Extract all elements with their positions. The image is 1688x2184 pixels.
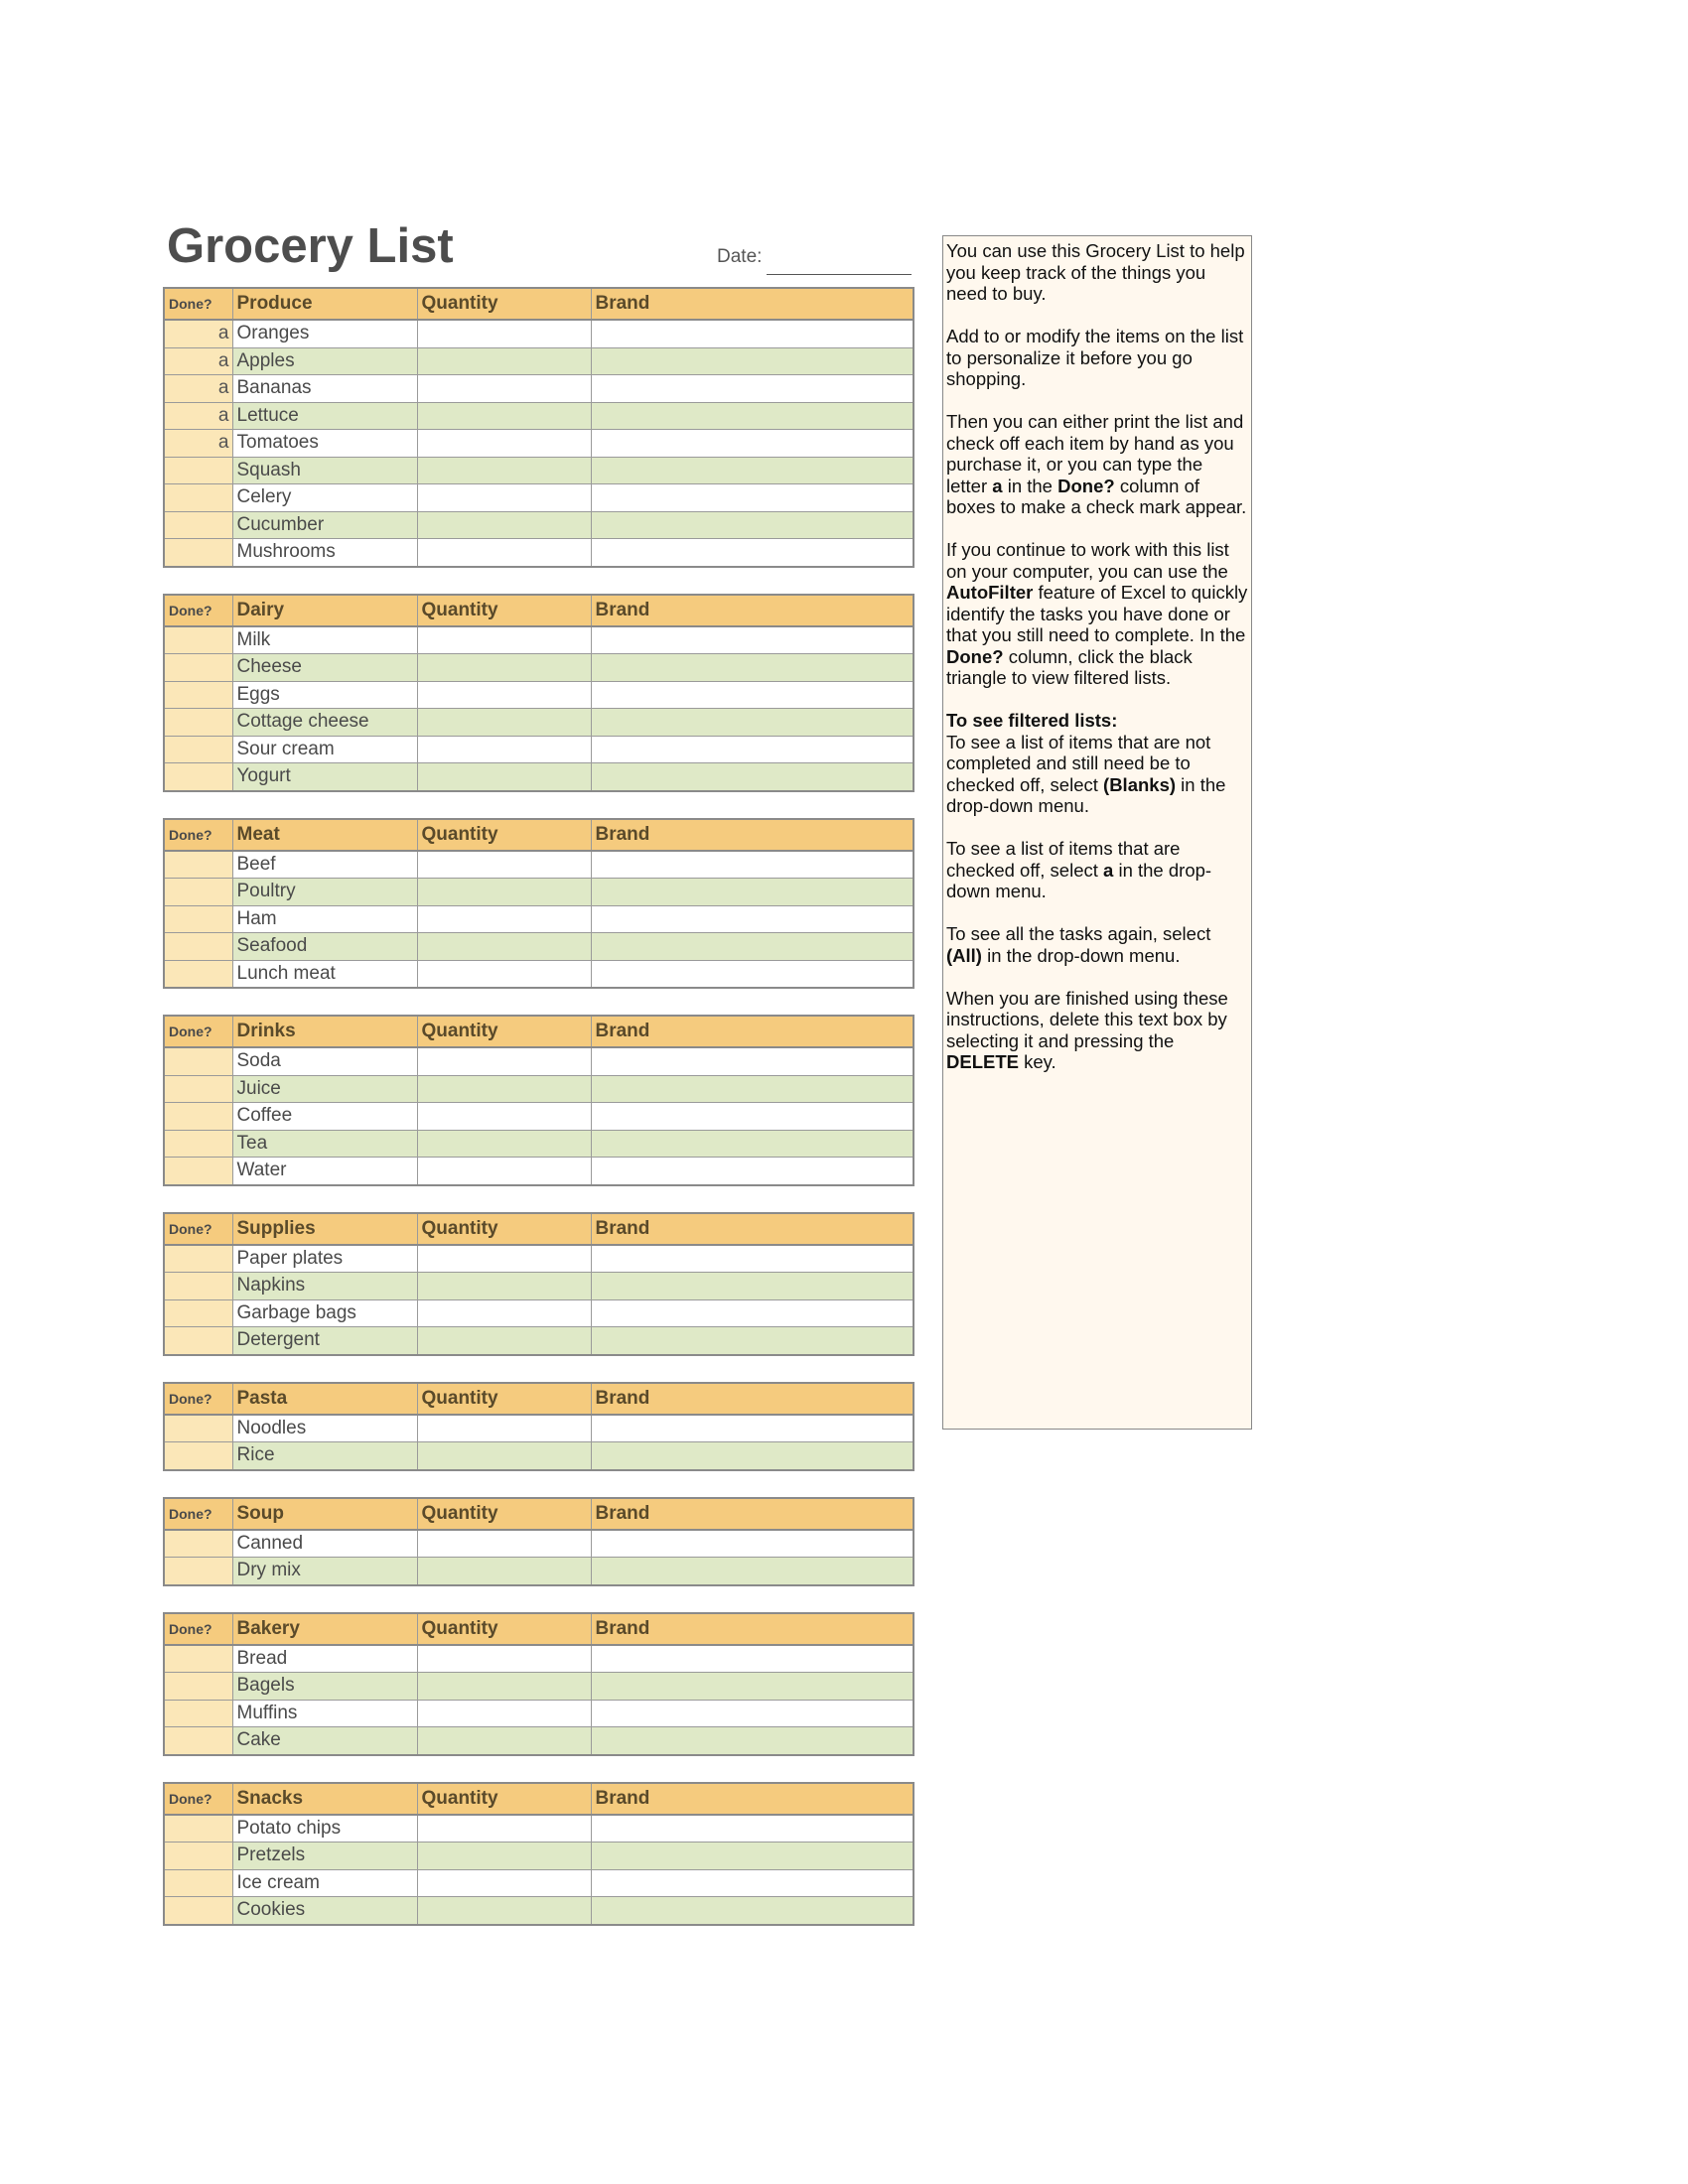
brand-cell[interactable]	[591, 709, 914, 737]
done-cell[interactable]	[164, 1558, 232, 1585]
brand-cell[interactable]	[591, 1442, 914, 1470]
quantity-cell[interactable]	[417, 1645, 591, 1673]
quantity-cell[interactable]	[417, 1158, 591, 1185]
table-row	[164, 1673, 914, 1701]
table-row	[164, 402, 914, 430]
item-cell[interactable]: Soda	[232, 1047, 417, 1075]
done-column-header[interactable]: Done?	[164, 1213, 232, 1245]
done-cell[interactable]	[164, 1245, 232, 1273]
brand-cell[interactable]	[591, 1700, 914, 1727]
table-row	[164, 1327, 914, 1355]
done-cell[interactable]	[164, 1075, 232, 1103]
quantity-cell[interactable]	[417, 905, 591, 933]
brand-cell[interactable]	[591, 1075, 914, 1103]
item-cell[interactable]: Lettuce	[232, 402, 417, 430]
quantity-cell[interactable]	[417, 539, 591, 567]
item-cell[interactable]: Cookies	[232, 1897, 417, 1925]
item-cell[interactable]: Ice cream	[232, 1869, 417, 1897]
item-cell[interactable]: Potato chips	[232, 1815, 417, 1843]
brand-cell[interactable]	[591, 851, 914, 879]
item-cell[interactable]: Dry mix	[232, 1558, 417, 1585]
quantity-cell[interactable]	[417, 1299, 591, 1327]
table-row	[164, 1869, 914, 1897]
table-header-row	[164, 1383, 914, 1415]
brand-cell[interactable]	[591, 457, 914, 484]
category-table-soup	[163, 1497, 914, 1586]
category-table-dairy	[163, 594, 914, 792]
category-header: Dairy	[232, 595, 417, 626]
table-row	[164, 1103, 914, 1131]
item-cell[interactable]: Paper plates	[232, 1245, 417, 1273]
category-table-produce	[163, 287, 914, 568]
table-row	[164, 1897, 914, 1925]
brand-column-header: Brand	[591, 1613, 914, 1645]
quantity-cell[interactable]	[417, 1815, 591, 1843]
brand-cell[interactable]	[591, 1727, 914, 1755]
table-row	[164, 1273, 914, 1300]
brand-cell[interactable]	[591, 1273, 914, 1300]
table-row	[164, 1442, 914, 1470]
item-cell[interactable]: Mushrooms	[232, 539, 417, 567]
table-row	[164, 736, 914, 763]
item-cell[interactable]: Bread	[232, 1645, 417, 1673]
item-cell[interactable]: Eggs	[232, 681, 417, 709]
brand-cell[interactable]	[591, 320, 914, 347]
table-header-row	[164, 288, 914, 320]
quantity-cell[interactable]	[417, 484, 591, 512]
item-cell[interactable]: Rice	[232, 1442, 417, 1470]
done-cell[interactable]	[164, 539, 232, 567]
category-header: Meat	[232, 819, 417, 851]
item-cell[interactable]: Canned	[232, 1530, 417, 1558]
done-cell[interactable]	[164, 1727, 232, 1755]
table-row	[164, 1299, 914, 1327]
quantity-column-header: Quantity	[417, 1783, 591, 1815]
quantity-cell[interactable]	[417, 1843, 591, 1870]
item-cell[interactable]: Beef	[232, 851, 417, 879]
table-row	[164, 960, 914, 988]
quantity-column-header: Quantity	[417, 1498, 591, 1530]
item-cell[interactable]: Bananas	[232, 375, 417, 403]
quantity-cell[interactable]	[417, 1897, 591, 1925]
quantity-cell[interactable]	[417, 1047, 591, 1075]
quantity-cell[interactable]	[417, 626, 591, 654]
category-header: Supplies	[232, 1213, 417, 1245]
brand-cell[interactable]	[591, 654, 914, 682]
table-row	[164, 763, 914, 791]
item-cell[interactable]: Tomatoes	[232, 430, 417, 458]
done-cell[interactable]	[164, 879, 232, 906]
instructions-paragraph: Then you can either print the list and check off each item by hand as you purchase it, or you can type the letter a in the Done? column of boxes to make a check mark appear.	[946, 411, 1247, 517]
done-cell[interactable]	[164, 763, 232, 791]
brand-cell[interactable]	[591, 511, 914, 539]
item-cell[interactable]: Ham	[232, 905, 417, 933]
table-header-row	[164, 1213, 914, 1245]
brand-cell[interactable]	[591, 681, 914, 709]
brand-cell[interactable]	[591, 375, 914, 403]
table-row	[164, 320, 914, 347]
brand-cell[interactable]	[591, 402, 914, 430]
brand-cell[interactable]	[591, 1897, 914, 1925]
done-cell[interactable]	[164, 1415, 232, 1442]
quantity-column-header: Quantity	[417, 1613, 591, 1645]
done-cell[interactable]	[164, 654, 232, 682]
table-row	[164, 457, 914, 484]
table-row	[164, 851, 914, 879]
quantity-cell[interactable]	[417, 1415, 591, 1442]
brand-column-header: Brand	[591, 1498, 914, 1530]
done-cell[interactable]	[164, 1130, 232, 1158]
quantity-cell[interactable]	[417, 402, 591, 430]
item-cell[interactable]: Yogurt	[232, 763, 417, 791]
done-cell[interactable]	[164, 851, 232, 879]
done-cell[interactable]	[164, 933, 232, 961]
done-column-header[interactable]: Done?	[164, 1498, 232, 1530]
table-row	[164, 484, 914, 512]
brand-cell[interactable]	[591, 1530, 914, 1558]
brand-cell[interactable]	[591, 1673, 914, 1701]
quantity-cell[interactable]	[417, 1727, 591, 1755]
done-cell[interactable]	[164, 1047, 232, 1075]
quantity-cell[interactable]	[417, 681, 591, 709]
table-header-row	[164, 819, 914, 851]
done-cell[interactable]	[164, 1103, 232, 1131]
done-column-header[interactable]: Done?	[164, 288, 232, 320]
done-cell[interactable]	[164, 960, 232, 988]
item-cell[interactable]: Cucumber	[232, 511, 417, 539]
quantity-column-header: Quantity	[417, 595, 591, 626]
table-header-row	[164, 1498, 914, 1530]
done-column-header[interactable]: Done?	[164, 1613, 232, 1645]
quantity-cell[interactable]	[417, 1273, 591, 1300]
instructions-paragraph: To see a list of items that are checked off, select a in the drop-down menu.	[946, 838, 1212, 901]
category-header: Produce	[232, 288, 417, 320]
category-header: Bakery	[232, 1613, 417, 1645]
table-row	[164, 1815, 914, 1843]
table-row	[164, 879, 914, 906]
brand-cell[interactable]	[591, 1415, 914, 1442]
done-column-header[interactable]: Done?	[164, 1016, 232, 1047]
item-cell[interactable]: Lunch meat	[232, 960, 417, 988]
brand-column-header: Brand	[591, 595, 914, 626]
item-cell[interactable]: Pretzels	[232, 1843, 417, 1870]
done-cell[interactable]	[164, 681, 232, 709]
table-row	[164, 1415, 914, 1442]
date-label: Date:	[717, 246, 763, 267]
brand-cell[interactable]	[591, 1158, 914, 1185]
quantity-column-header: Quantity	[417, 288, 591, 320]
brand-cell[interactable]	[591, 484, 914, 512]
table-row	[164, 1700, 914, 1727]
quantity-cell[interactable]	[417, 960, 591, 988]
table-row	[164, 681, 914, 709]
table-row	[164, 1530, 914, 1558]
page-title: Grocery List	[167, 219, 454, 273]
table-row	[164, 1245, 914, 1273]
quantity-cell[interactable]	[417, 1327, 591, 1355]
done-column-header[interactable]: Done?	[164, 1783, 232, 1815]
item-cell[interactable]: Apples	[232, 347, 417, 375]
table-row	[164, 933, 914, 961]
brand-column-header: Brand	[591, 1383, 914, 1415]
brand-cell[interactable]	[591, 905, 914, 933]
done-cell[interactable]	[164, 457, 232, 484]
table-row	[164, 375, 914, 403]
done-cell[interactable]	[164, 1273, 232, 1300]
brand-cell[interactable]	[591, 1299, 914, 1327]
quantity-cell[interactable]	[417, 851, 591, 879]
category-table-supplies	[163, 1212, 914, 1356]
brand-cell[interactable]	[591, 1843, 914, 1870]
item-cell[interactable]: Cottage cheese	[232, 709, 417, 737]
item-cell[interactable]: Juice	[232, 1075, 417, 1103]
brand-column-header: Brand	[591, 288, 914, 320]
quantity-cell[interactable]	[417, 1558, 591, 1585]
done-cell[interactable]	[164, 1645, 232, 1673]
category-table-drinks	[163, 1015, 914, 1186]
done-cell[interactable]	[164, 1700, 232, 1727]
brand-cell[interactable]	[591, 1815, 914, 1843]
brand-column-header: Brand	[591, 1213, 914, 1245]
item-cell[interactable]: Bagels	[232, 1673, 417, 1701]
brand-column-header: Brand	[591, 1016, 914, 1047]
item-cell[interactable]: Detergent	[232, 1327, 417, 1355]
table-row	[164, 1047, 914, 1075]
quantity-cell[interactable]	[417, 511, 591, 539]
category-header: Soup	[232, 1498, 417, 1530]
table-header-row	[164, 1016, 914, 1047]
done-cell[interactable]	[164, 736, 232, 763]
done-column-header[interactable]: Done?	[164, 819, 232, 851]
instructions-paragraph: If you continue to work with this list on your computer, you can use the AutoFilter feature of Excel to quickly identify the tasks you have done or that you still need to complete. In the Done? column, click the black triangle to view filtered lists.	[946, 539, 1248, 688]
done-cell[interactable]	[164, 626, 232, 654]
quantity-cell[interactable]	[417, 736, 591, 763]
brand-cell[interactable]	[591, 960, 914, 988]
category-table-pasta	[163, 1382, 914, 1471]
item-cell[interactable]: Muffins	[232, 1700, 417, 1727]
item-cell[interactable]: Coffee	[232, 1103, 417, 1131]
grocery-tables	[163, 287, 913, 1926]
quantity-column-header: Quantity	[417, 1213, 591, 1245]
instructions-paragraph: To see filtered lists: To see a list of items that are not completed and still need be to checked off, select (Blanks) in the drop-down menu.	[946, 710, 1226, 816]
quantity-cell[interactable]	[417, 654, 591, 682]
done-cell[interactable]	[164, 1673, 232, 1701]
item-cell[interactable]: Noodles	[232, 1415, 417, 1442]
done-cell[interactable]	[164, 1815, 232, 1843]
item-cell[interactable]: Tea	[232, 1130, 417, 1158]
brand-cell[interactable]	[591, 430, 914, 458]
brand-cell[interactable]	[591, 539, 914, 567]
table-row	[164, 654, 914, 682]
instructions-paragraph: To see all the tasks again, select (All) in the drop-down menu.	[946, 923, 1211, 966]
quantity-cell[interactable]	[417, 709, 591, 737]
done-cell[interactable]	[164, 1869, 232, 1897]
table-header-row	[164, 1613, 914, 1645]
done-cell[interactable]	[164, 511, 232, 539]
quantity-cell[interactable]	[417, 1530, 591, 1558]
quantity-cell[interactable]	[417, 1245, 591, 1273]
done-column-header[interactable]: Done?	[164, 595, 232, 626]
quantity-cell[interactable]	[417, 320, 591, 347]
done-cell[interactable]	[164, 1442, 232, 1470]
done-cell[interactable]: a	[164, 402, 232, 430]
category-table-bakery	[163, 1612, 914, 1756]
brand-cell[interactable]	[591, 933, 914, 961]
quantity-cell[interactable]	[417, 430, 591, 458]
quantity-cell[interactable]	[417, 375, 591, 403]
item-cell[interactable]: Squash	[232, 457, 417, 484]
quantity-cell[interactable]	[417, 347, 591, 375]
brand-cell[interactable]	[591, 1103, 914, 1131]
done-cell[interactable]	[164, 1530, 232, 1558]
brand-cell[interactable]	[591, 879, 914, 906]
brand-cell[interactable]	[591, 1130, 914, 1158]
quantity-column-header: Quantity	[417, 1383, 591, 1415]
category-header: Drinks	[232, 1016, 417, 1047]
table-row	[164, 1130, 914, 1158]
instructions-paragraph: When you are finished using these instructions, delete this text box by selecting it and pressing the DELETE key.	[946, 987, 1228, 1072]
quantity-cell[interactable]	[417, 933, 591, 961]
table-row	[164, 626, 914, 654]
table-row	[164, 1843, 914, 1870]
quantity-cell[interactable]	[417, 1075, 591, 1103]
brand-cell[interactable]	[591, 347, 914, 375]
done-cell[interactable]	[164, 709, 232, 737]
quantity-column-header: Quantity	[417, 1016, 591, 1047]
table-header-row	[164, 1783, 914, 1815]
category-table-meat	[163, 818, 914, 990]
done-cell[interactable]: a	[164, 320, 232, 347]
table-row	[164, 905, 914, 933]
item-cell[interactable]: Celery	[232, 484, 417, 512]
brand-cell[interactable]	[591, 1047, 914, 1075]
quantity-cell[interactable]	[417, 1869, 591, 1897]
category-table-snacks	[163, 1782, 914, 1926]
item-cell[interactable]: Seafood	[232, 933, 417, 961]
brand-cell[interactable]	[591, 763, 914, 791]
instructions-paragraph: You can use this Grocery List to help you keep track of the things you need to buy.	[946, 240, 1245, 304]
done-cell[interactable]	[164, 905, 232, 933]
category-header: Pasta	[232, 1383, 417, 1415]
table-row	[164, 1558, 914, 1585]
item-cell[interactable]: Napkins	[232, 1273, 417, 1300]
table-row	[164, 1645, 914, 1673]
table-row	[164, 1727, 914, 1755]
quantity-cell[interactable]	[417, 879, 591, 906]
brand-cell[interactable]	[591, 1245, 914, 1273]
brand-cell[interactable]	[591, 1558, 914, 1585]
done-cell[interactable]	[164, 484, 232, 512]
date-field[interactable]	[767, 274, 912, 275]
item-cell[interactable]: Cheese	[232, 654, 417, 682]
table-row	[164, 709, 914, 737]
brand-cell[interactable]	[591, 626, 914, 654]
quantity-cell[interactable]	[417, 1442, 591, 1470]
done-cell[interactable]: a	[164, 375, 232, 403]
item-cell[interactable]: Milk	[232, 626, 417, 654]
brand-cell[interactable]	[591, 1645, 914, 1673]
done-cell[interactable]: a	[164, 430, 232, 458]
instructions-paragraph: Add to or modify the items on the list to personalize it before you go shopping.	[946, 326, 1244, 389]
done-cell[interactable]	[164, 1299, 232, 1327]
item-cell[interactable]: Oranges	[232, 320, 417, 347]
quantity-cell[interactable]	[417, 1130, 591, 1158]
brand-column-header: Brand	[591, 819, 914, 851]
table-row	[164, 539, 914, 567]
instructions-textbox[interactable]	[942, 235, 1252, 1430]
done-cell[interactable]	[164, 1843, 232, 1870]
item-cell[interactable]: Sour cream	[232, 736, 417, 763]
quantity-column-header: Quantity	[417, 819, 591, 851]
done-cell[interactable]	[164, 1327, 232, 1355]
item-cell[interactable]: Water	[232, 1158, 417, 1185]
item-cell[interactable]: Poultry	[232, 879, 417, 906]
done-column-header[interactable]: Done?	[164, 1383, 232, 1415]
quantity-cell[interactable]	[417, 457, 591, 484]
table-row	[164, 1158, 914, 1185]
brand-cell[interactable]	[591, 736, 914, 763]
item-cell[interactable]: Cake	[232, 1727, 417, 1755]
quantity-cell[interactable]	[417, 763, 591, 791]
quantity-cell[interactable]	[417, 1673, 591, 1701]
quantity-cell[interactable]	[417, 1700, 591, 1727]
brand-cell[interactable]	[591, 1869, 914, 1897]
table-header-row	[164, 595, 914, 626]
item-cell[interactable]: Garbage bags	[232, 1299, 417, 1327]
done-cell[interactable]	[164, 1897, 232, 1925]
table-row	[164, 347, 914, 375]
category-header: Snacks	[232, 1783, 417, 1815]
table-row	[164, 1075, 914, 1103]
table-row	[164, 430, 914, 458]
table-row	[164, 511, 914, 539]
quantity-cell[interactable]	[417, 1103, 591, 1131]
done-cell[interactable]: a	[164, 347, 232, 375]
brand-column-header: Brand	[591, 1783, 914, 1815]
done-cell[interactable]	[164, 1158, 232, 1185]
brand-cell[interactable]	[591, 1327, 914, 1355]
